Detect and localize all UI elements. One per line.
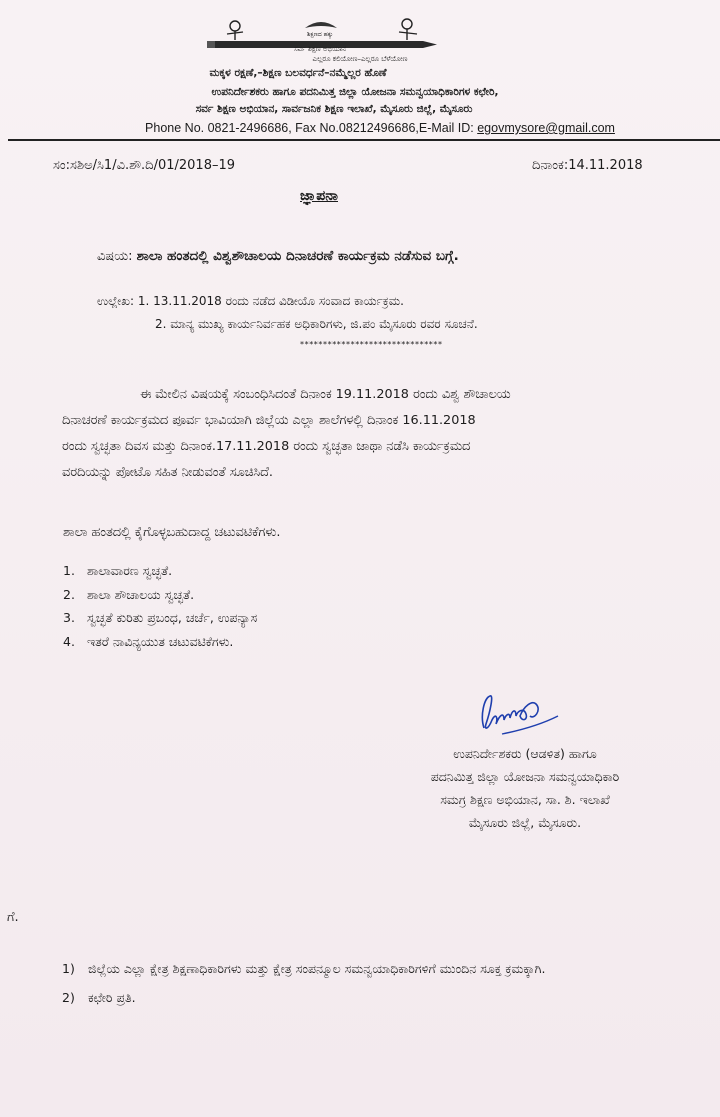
separator-stars: ******************************* xyxy=(300,340,443,349)
body-line: ಈ ಮೇಲಿನ ವಿಷಯಕ್ಕೆ ಸಂಬಂಧಿಸಿದಂತೆ ದಿನಾಂಕ 19.11.2018 ರಂದು ವಿಶ್ವ ಶೌಚಾಲಯ xyxy=(140,387,511,402)
list-text: ಸ್ವಚ್ಛತೆ ಕುರಿತು ಪ್ರಬಂಧ, ಚರ್ಚೆ, ಉಪನ್ಯಾಸ xyxy=(87,610,258,625)
list-item xyxy=(63,610,257,634)
header-contact xyxy=(0,121,720,135)
signature-icon xyxy=(472,690,562,740)
header-office: ಉಪನಿರ್ದೇಶಕರು ಹಾಗೂ ಪದನಿಮಿತ್ತ ಜಿಲ್ಲಾ ಯೋಜನಾ ಸಮನ್ವಯಾಧಿಕಾರಿಗಳ ಕಛೇರಿ, xyxy=(211,86,499,98)
activities-list xyxy=(63,563,257,657)
body-line: ರಂದು ಸ್ವಚ್ಛತಾ ದಿವಸ ಮತ್ತು ದಿನಾಂಕ.17.11.2018 ರಂದು ಸ್ವಚ್ಛತಾ ಜಾಥಾ ನಡೆಸಿ ಕಾರ್ಯಕ್ರಮದ xyxy=(62,439,471,454)
activities-intro: ಶಾಲಾ ಹಂತದಲ್ಲಿ ಕೈಗೊಳ್ಳಬಹುದಾದ್ದ ಚಟುವಟಿಕೆಗಳು. xyxy=(63,525,281,540)
copy-to-label: ಗೆ. xyxy=(7,910,19,925)
list-text: ಜಿಲ್ಲೆಯ ಎಲ್ಲಾ ಕ್ಷೇತ್ರ ಶಿಕ್ಷಣಾಧಿಕಾರಿಗಳು ಮತ್ತು ಕ್ಷೇತ್ರ ಸಂಪನ್ಮೂಲ ಸಮನ್ವಯಾಧಿಕಾರಿಗಳಿಗೆ ಮುಂದಿನ ಸೂಕ್ತ ಕ್ರಮಕ್ಕಾಗಿ. xyxy=(88,961,546,976)
list-item xyxy=(62,957,702,980)
signatory-line: ಪದನಿಮಿತ್ತ ಜಿಲ್ಲಾ ಯೋಜನಾ ಸಮನ್ವಯಾಧಿಕಾರಿ xyxy=(430,769,620,784)
header-department: ಸರ್ವ ಶಿಕ್ಷಣ ಅಭಿಯಾನ, ಸಾರ್ವಜನಿಕ ಶಿಕ್ಷಣ ಇಲಾಖೆ, ಮೈಸೂರು ಜಿಲ್ಲೆ, ಮೈಸೂರು xyxy=(195,103,473,115)
letter-date: ದಿನಾಂಕ:14.11.2018 xyxy=(532,158,643,173)
subject-label: ವಿಷಯ: xyxy=(97,249,137,264)
logo-tagline: ಸರ್ವ ಶಿಕ್ಷಣ ಅಭಿಯಾನ xyxy=(293,45,347,53)
memo-title: ಜ್ಞಾಪನಾ xyxy=(300,188,338,204)
list-number: 4. xyxy=(63,633,75,649)
list-text: ಶಾಲಾ ಶೌಚಾಲಯ ಸ್ವಚ್ಛತೆ. xyxy=(87,586,195,602)
list-text: ಇತರೆ ನಾವಿನ್ಯಯುತ ಚಟುವಟಿಕೆಗಳು. xyxy=(87,633,234,649)
reference-number: ಸಂ:ಸಶಿಅ/ಸಿ1/ವಿ.ಶೌ.ದಿ/01/2018–19 xyxy=(53,158,236,173)
contact-text: Phone No. 0821-2496686, Fax No.08212496686,E-Mail ID: xyxy=(145,121,478,135)
header-slogan: ಮಕ್ಕಳ ರಕ್ಷಣೆ,–ಶಿಕ್ಷಣ ಬಲವರ್ಧನೆ–ನಮ್ಮೆಲ್ಲರ ಹೊಣೆ xyxy=(209,67,387,79)
signatory-block xyxy=(390,742,660,834)
list-item xyxy=(63,587,257,611)
list-number: 1) xyxy=(62,961,75,976)
logo-text: ಶಿಕ್ಷಣದ ಹಕ್ಕು xyxy=(307,31,333,38)
header-divider xyxy=(8,139,720,141)
body-paragraph xyxy=(62,382,684,486)
signatory-line: ಸಮಗ್ರ ಶಿಕ್ಷಣ ಅಭಿಯಾನ, ಸಾ. ಶಿ. ಇಲಾಖೆ xyxy=(440,792,610,807)
list-text: ಶಾಲಾವಾರಣ ಸ್ವಚ್ಛತೆ. xyxy=(87,563,173,578)
list-number: 1. xyxy=(63,563,75,578)
list-number: 2) xyxy=(62,990,75,1005)
subject-text: ಶಾಲಾ ಹಂತದಲ್ಲಿ ವಿಶ್ವಶೌಚಾಲಯ ದಿನಾಚರಣೆ ಕಾರ್ಯಕ್ರಮ ನಡೆಸುವ ಬಗ್ಗೆ. xyxy=(136,248,459,264)
copy-to-list xyxy=(62,957,702,1009)
reference-2: 2. ಮಾನ್ಯ ಮುಖ್ಯ ಕಾರ್ಯನಿರ್ವಹಕ ಅಧಿಕಾರಿಗಳು, ಜಿ.ಪಂ ಮೈಸೂರು ರವರ ಸೂಚನೆ. xyxy=(155,317,478,331)
list-item xyxy=(62,986,702,1009)
email-link[interactable]: egovmysore@gmail.com xyxy=(477,121,615,135)
list-item xyxy=(63,634,257,658)
logo-motto: ಎಲ್ಲರೂ ಕಲಿಯೋಣ–ಎಲ್ಲರೂ ಬೆಳೆಯೋಣ xyxy=(312,55,408,63)
list-number: 2. xyxy=(63,586,75,602)
signatory-line: ಮೈಸೂರು ಜಿಲ್ಲೆ, ಮೈಸೂರು. xyxy=(468,815,582,830)
signatory-line: ಉಪನಿರ್ದೇಶಕರು (ಆಡಳಿತ) ಹಾಗೂ xyxy=(453,746,597,761)
list-number: 3. xyxy=(63,610,75,625)
body-line: ವರದಿಯನ್ನು ಪೋಟೊ ಸಹಿತ ನೀಡುವಂತೆ ಸೂಚಿಸಿದೆ. xyxy=(62,465,273,480)
reference-1: ಉಲ್ಲೇಖ: 1. 13.11.2018 ರಂದು ನಡೆದ ವಿಡೀಯೊ ಸಂವಾದ ಕಾರ್ಯಕ್ರಮ. xyxy=(97,294,404,308)
body-line: ದಿನಾಚರಣೆ ಕಾರ್ಯಕ್ರಮದ ಪೂರ್ವ ಭಾವಿಯಾಗಿ ಜಿಲ್ಲೆಯ ಎಲ್ಲಾ ಶಾಲೆಗಳಲ್ಲಿ ದಿನಾಂಕ 16.11.2018 xyxy=(62,413,476,428)
list-item xyxy=(63,563,257,587)
subject-line xyxy=(97,248,459,264)
list-text: ಕಛೇರಿ ಪ್ರತಿ. xyxy=(88,990,136,1005)
